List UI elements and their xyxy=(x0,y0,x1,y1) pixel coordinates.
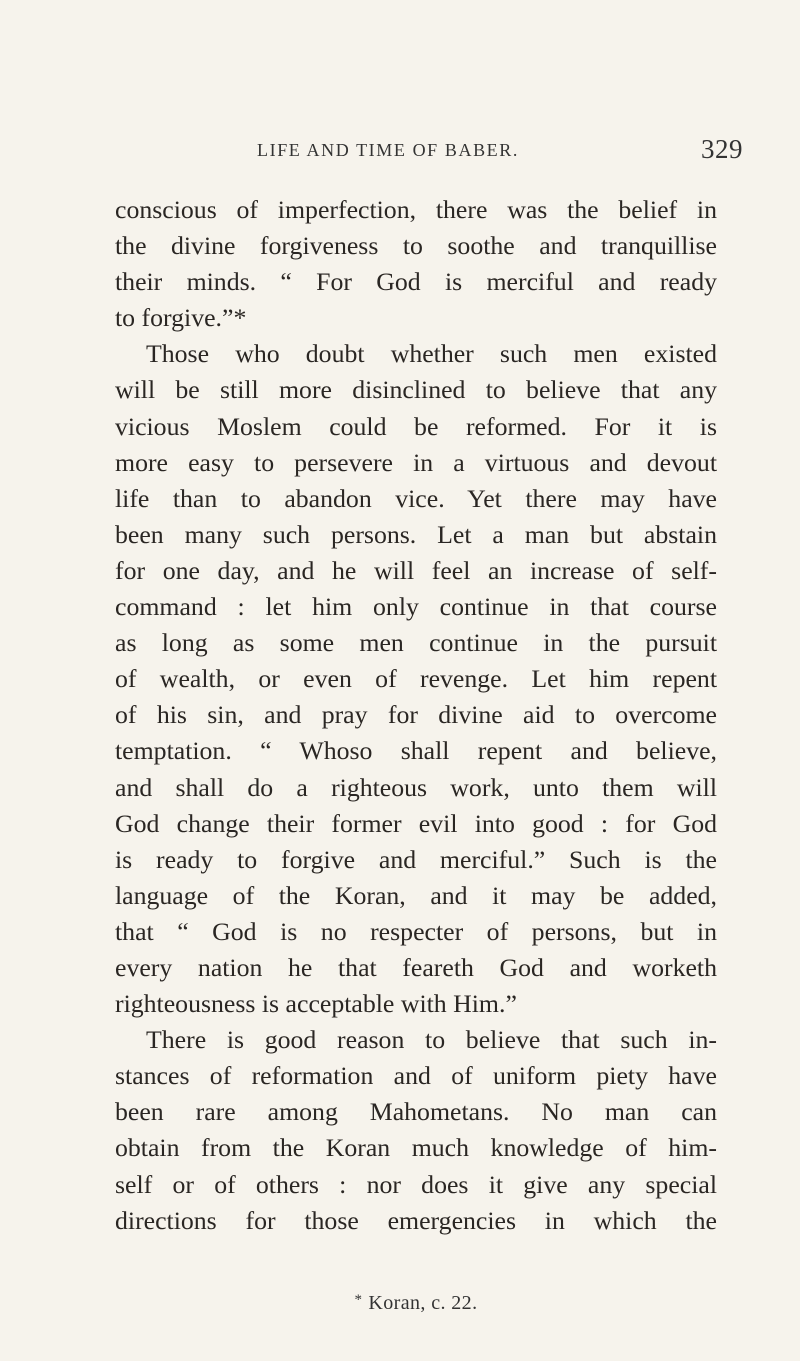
page-header xyxy=(115,134,743,168)
text-line: for one day, and he will feel an increase of self- xyxy=(115,555,717,585)
text-line: God change their former evil into good : for God xyxy=(115,808,717,838)
text-line: self or of others : nor does it give any special xyxy=(115,1169,717,1199)
text-line: stances of reformation and of uniform piety have xyxy=(115,1061,717,1091)
text-line: to forgive.”* xyxy=(115,303,247,333)
text-line: righteousness is acceptable with Him.” xyxy=(115,989,517,1019)
text-line: life than to abandon vice. Yet there may have xyxy=(115,483,717,513)
page-number: 329 xyxy=(701,134,743,164)
text-line: conscious of imperfection, there was the belief in xyxy=(115,195,717,224)
paragraph-start-line: There is good reason to believe that such in- xyxy=(146,1025,717,1055)
text-line: directions for those emergencies in which the xyxy=(115,1205,717,1235)
footnote xyxy=(115,1292,717,1315)
text-line: of wealth, or even of revenge. Let him repent xyxy=(115,664,717,694)
text-line: the divine forgiveness to soothe and tranquillise xyxy=(115,231,717,261)
text-line: obtain from the Koran much knowledge of him- xyxy=(115,1133,717,1163)
body-text xyxy=(115,192,717,1239)
text-line: language of the Koran, and it may be added, xyxy=(115,880,717,910)
text-line: is ready to forgive and merciful.” Such is the xyxy=(115,844,717,874)
text-line: command : let him only continue in that course xyxy=(115,592,717,622)
footnote-text: Koran, c. 22. xyxy=(368,1292,478,1314)
text-line: vicious Moslem could be reformed. For it is xyxy=(115,411,717,441)
text-line: been rare among Mahometans. No man can xyxy=(115,1097,717,1127)
text-line: their minds. “ For God is merciful and ready xyxy=(115,267,717,297)
text-line: more easy to persevere in a virtuous and devout xyxy=(115,447,717,477)
text-line: temptation. “ Whoso shall repent and believe, xyxy=(115,736,717,766)
running-head: LIFE AND TIME OF BABER. xyxy=(257,140,519,160)
text-line: been many such persons. Let a man but abstain xyxy=(115,519,717,549)
text-line: of his sin, and pray for divine aid to overcome xyxy=(115,700,717,730)
paragraph-start-line: Those who doubt whether such men existed xyxy=(146,339,717,369)
text-line: as long as some men continue in the pursuit xyxy=(115,628,717,658)
text-line: that “ God is no respecter of persons, but in xyxy=(115,916,717,946)
text-line: every nation he that feareth God and worketh xyxy=(115,952,717,982)
text-line: and shall do a righteous work, unto them will xyxy=(115,772,717,802)
footnote-marker: * xyxy=(354,1292,363,1308)
text-line: will be still more disinclined to believe that any xyxy=(115,375,717,405)
